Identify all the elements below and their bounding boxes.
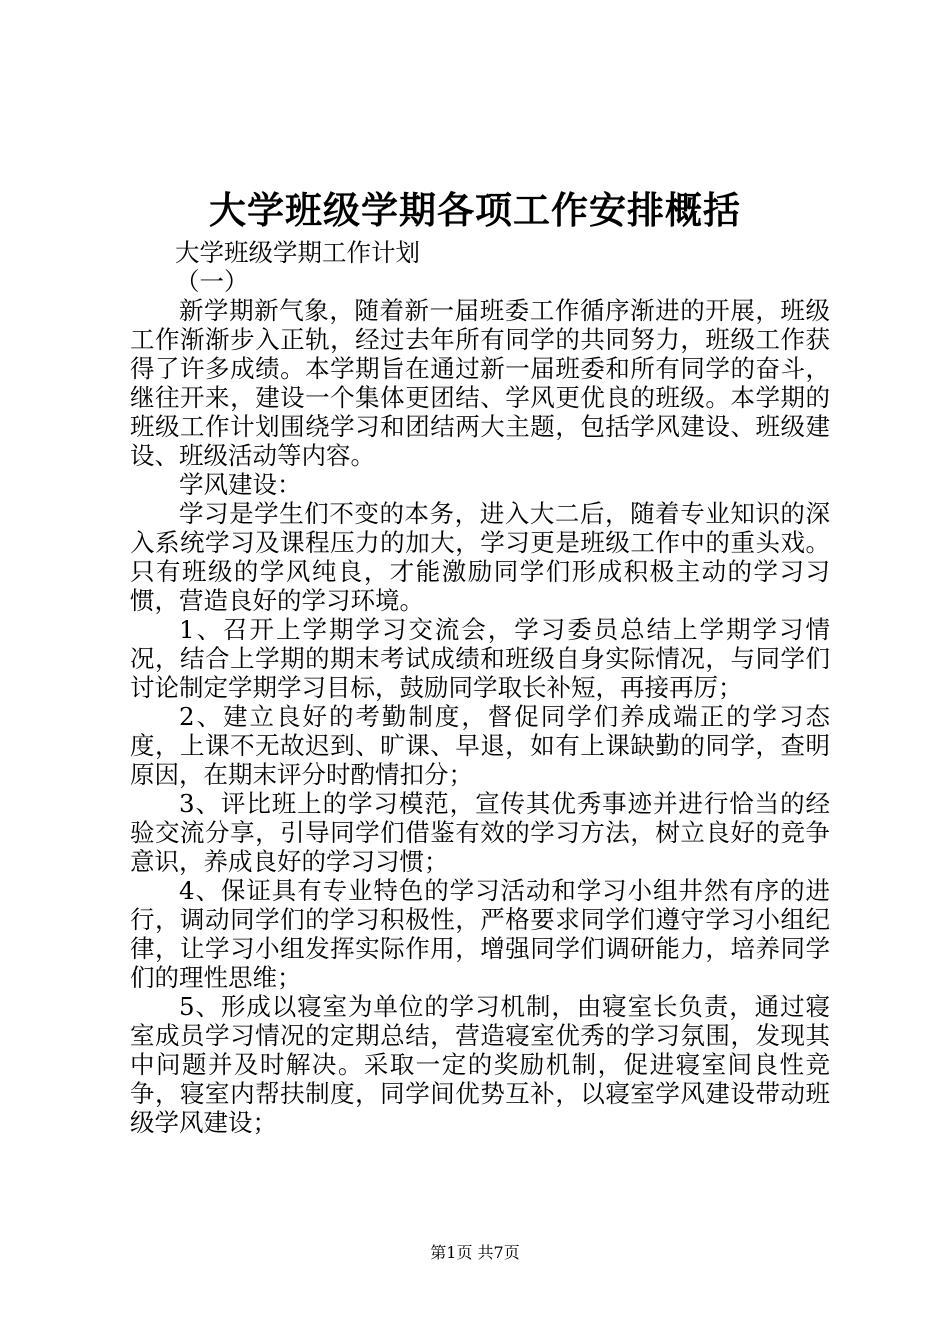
list-item-1: 1、召开上学期学习交流会，学习委员总结上学期学习情况，结合上学期的期末考试成绩和班级自身实际情况，与同学们讨论制定学期学习目标，鼓励同学取长补短，再接再厉； <box>130 615 830 702</box>
document-body <box>130 238 830 1137</box>
document-title: 大学班级学期各项工作安排概括 <box>209 188 741 232</box>
page-footer: 第1页 共7页 <box>430 1243 520 1262</box>
section-marker: （一） <box>175 267 249 296</box>
list-item-2: 2、建立良好的考勤制度，督促同学们养成端正的学习态度，上课不无故迟到、旷课、早退，如有上课缺勤的同学，查明原因，在期末评分时酌情扣分； <box>130 702 830 789</box>
section-heading-study-style: 学风建设： <box>179 470 302 499</box>
list-item-4: 4、保证具有专业特色的学习活动和学习小组井然有序的进行，调动同学们的学习积极性，严格要求同学们遵守学习小组纪律，让学习小组发挥实际作用，增强同学们调研能力，培养同学们的理性思维； <box>130 876 830 992</box>
list-item-5: 5、形成以寝室为单位的学习机制，由寝室长负责，通过寝室成员学习情况的定期总结，营造寝室优秀的学习氛围，发现其中问题并及时解决。采取一定的奖励机制，促进寝室间良性竞争，寝室内帮扶制度，同学间优势互补，以寝室学风建设带动班级学风建设； <box>130 992 830 1137</box>
paragraph-study-importance: 学习是学生们不变的本务，进入大二后，随着专业知识的深入系统学习及课程压力的加大，学习更是班级工作中的重头戏。只有班级的学风纯良，才能激励同学们形成积极主动的学习习惯，营造良好的学习环境。 <box>130 499 830 615</box>
paragraph-intro: 新学期新气象，随着新一届班委工作循序渐进的开展，班级工作渐渐步入正轨，经过去年所有同学的共同努力，班级工作获得了许多成绩。本学期旨在通过新一届班委和所有同学的奋斗，继往开来，建设一个集体更团结、学风更优良的班级。本学期的班级工作计划围绕学习和团结两大主题，包括学风建设、班级建设、班级活动等内容。 <box>130 296 830 470</box>
document-subtitle: 大学班级学期工作计划 <box>175 238 420 267</box>
list-item-3: 3、评比班上的学习模范，宣传其优秀事迹并进行恰当的经验交流分享，引导同学们借鉴有效的学习方法，树立良好的竞争意识，养成良好的学习习惯； <box>130 789 830 876</box>
